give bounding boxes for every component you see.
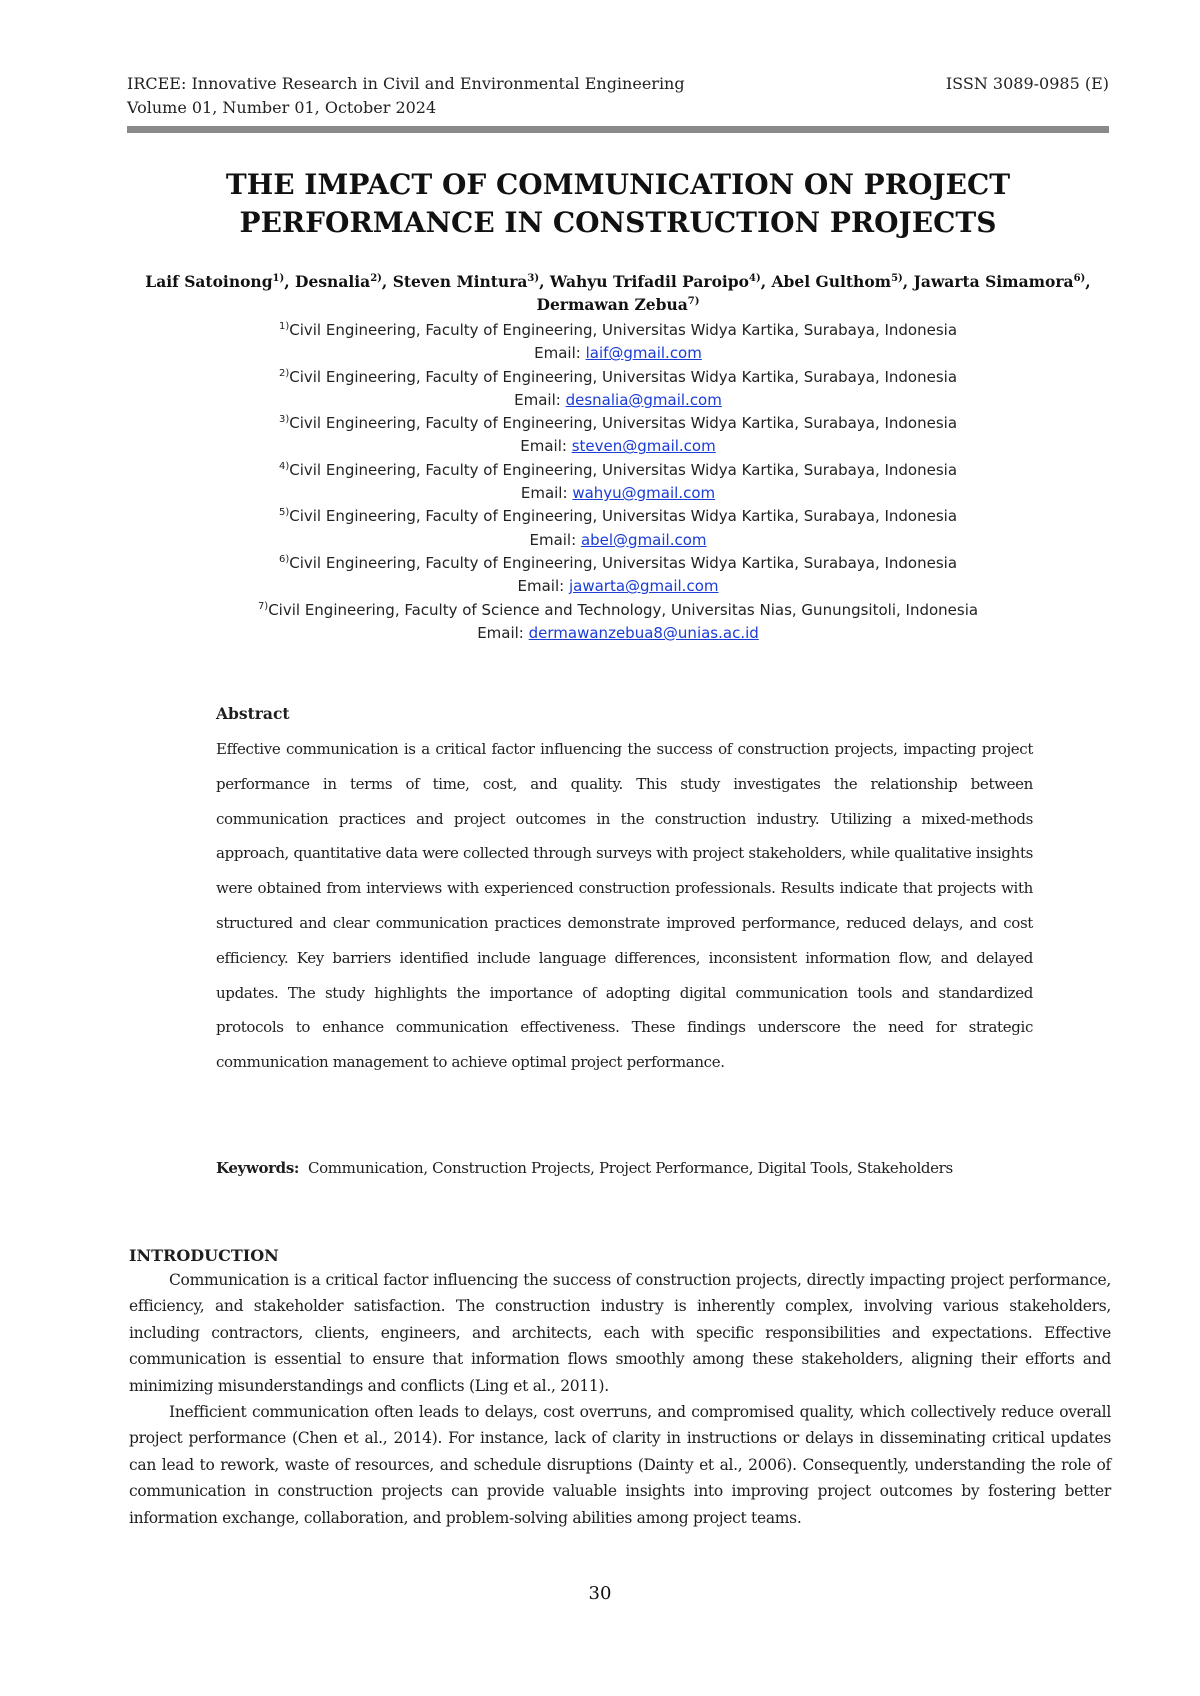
journal-name: IRCEE: Innovative Research in Civil and Environmental Engineering [127,74,685,93]
volume-info: Volume 01, Number 01, October 2024 [127,98,437,117]
email-label: Email: [529,530,577,549]
affiliation-text: Civil Engineering, Faculty of Engineering, Universitas Widya Kartika, Surabaya, Indonesia [289,507,958,526]
issn: ISSN 3089-0985 (E) [945,74,1109,93]
affiliation-sup: 1) [278,321,290,332]
email-line [127,389,1109,412]
affiliation-text: Civil Engineering, Faculty of Engineering, Universitas Widya Kartika, Surabaya, Indonesia [289,414,958,433]
keywords-text: Communication, Construction Projects, Project Performance, Digital Tools, Stakeholders [307,1159,953,1177]
email-link[interactable]: desnalia@gmail.com [565,390,722,409]
affiliation-sup: 7) [257,600,269,612]
author-sup: 7) [687,295,700,307]
author-name: Desnalia [295,272,371,291]
abstract-heading: Abstract [216,704,290,723]
email-line [127,435,1109,458]
email-line [127,575,1109,598]
affiliation-text: Civil Engineering, Faculty of Science and Technology, Universitas Nias, Gunungsitoli, Indonesia [268,600,979,619]
abstract-section [216,702,1033,1080]
author-sup: 3) [527,272,540,284]
running-header [127,72,1109,120]
author-name: Dermawan Zebua [536,295,688,314]
keywords-label: Keywords: [216,1159,300,1177]
author-name: Laif Satoinong [145,272,273,291]
author-sup: 2) [370,272,382,284]
affiliation-sup: 3) [278,414,290,426]
keywords-line [216,1156,1096,1180]
affiliation [127,319,1109,342]
affiliation [127,459,1109,482]
email-label: Email: [514,390,561,409]
affiliation [127,412,1109,435]
author-name: Wahyu Trifadil Paroipo [549,272,749,291]
author-sup: 5) [891,272,903,284]
abstract-text: Effective communication is a critical factor influencing the success of construction projects, impacting project performance in terms of time, cost, and quality. This study investigates the relationship between communication practices and project outcomes in the construction industry. Utilizing a mixed-methods approach, quantitative data were collected through surveys with project stakeholders, while qualitative insights were obtained from interviews with experienced construction professionals. Results indicate that projects with structured and clear communication practices demonstrate improved performance, reduced delays, and cost efficiency. Key barriers identified include language differences, inconsistent information flow, and delayed updates. The study highlights the importance of adopting digital communication tools and standardized protocols to enhance communication effectiveness. These findings underscore the need for strategic communication management to achieve optimal project performance. [216,740,1033,1072]
email-link[interactable]: laif@gmail.com [585,344,702,363]
author-sup: 4) [748,272,761,284]
email-label: Email: [477,623,524,642]
affiliation [127,552,1109,575]
affiliation [127,366,1109,389]
affiliation-sup: 6) [278,553,290,565]
email-link[interactable]: wahyu@gmail.com [572,484,716,503]
author-name: Steven Mintura [392,272,528,291]
paper-title [127,166,1109,242]
affiliation-text: Civil Engineering, Faculty of Engineering, Universitas Widya Kartika, Surabaya, Indonesia [289,321,958,339]
email-link[interactable]: steven@gmail.com [571,437,716,456]
affiliation-sup: 4) [278,460,290,472]
introduction-heading: INTRODUCTION [129,1246,279,1265]
title-line-2: PERFORMANCE IN CONSTRUCTION PROJECTS [239,206,997,239]
author-sup: 1) [272,272,285,284]
affiliation-text: Civil Engineering, Faculty of Engineering, Universitas Widya Kartika, Surabaya, Indonesia [289,553,958,572]
author-name: Abel Gulthom [771,272,892,291]
email-label: Email: [520,437,567,456]
email-link[interactable]: abel@gmail.com [580,530,707,549]
header-rule [127,126,1109,133]
affiliation-sup: 5) [278,507,290,519]
email-line [127,529,1109,552]
affiliation-list [127,319,1109,645]
affiliation-sup: 2) [278,367,290,379]
affiliation [127,599,1109,622]
affiliation [127,505,1109,528]
email-label: Email: [534,344,581,363]
introduction-paragraph: Communication is a critical factor influencing the success of construction projects, directly impacting project performance, efficiency, and stakeholder satisfaction. The construction industry is inherently complex, involving various stakeholders, including contractors, clients, engineers, and architects, each with specific responsibilities and expectations. Effective communication is essential to ensure that information flows smoothly among these stakeholders, aligning their efforts and minimizing misunderstandings and conflicts (Ling et al., 2011). [129,1271,1111,1395]
introduction-section [129,1245,1111,1531]
author-list: Laif Satoinong$^{1)}$, Desnalia$^{2)}$, Steven Mintura$^{3)}$, Wahyu Trifadil Paroipo$^{4)}$, Abel Gulthom$^{5)}$, Jawarta Simamora$^{6)}$, Dermawan Zebua$^{7)}$ [145,272,1091,314]
affiliation-text: Civil Engineering, Faculty of Engineering, Universitas Widya Kartika, Surabaya, Indonesia [289,460,958,479]
author-name: Jawarta Simamora [913,272,1074,291]
email-label: Email: [517,577,565,596]
affiliation-text: Civil Engineering, Faculty of Engineering, Universitas Widya Kartika, Surabaya, Indonesia [289,367,958,386]
email-line [127,482,1109,505]
email-line [127,342,1109,365]
introduction-paragraph: Inefficient communication often leads to delays, cost overruns, and compromised quality, which collectively reduce overall project performance (Chen et al., 2014). For instance, lack of clarity in instructions or delays in disseminating critical updates can lead to rework, waste of resources, and schedule disruptions (Dainty et al., 2006). Consequently, understanding the role of communication in construction projects can provide valuable insights into improving project outcomes by fostering better information exchange, collaboration, and problem-solving abilities among project teams. [129,1403,1111,1527]
email-label: Email: [520,484,568,503]
title-line-1: THE IMPACT OF COMMUNICATION ON PROJECT [225,168,1011,201]
email-line [127,622,1109,645]
author-sup: 6) [1073,272,1086,284]
page-number: 30 [588,1583,612,1604]
email-link[interactable]: jawarta@gmail.com [568,577,719,596]
email-link[interactable]: dermawanzebua8@unias.ac.id [528,623,759,642]
